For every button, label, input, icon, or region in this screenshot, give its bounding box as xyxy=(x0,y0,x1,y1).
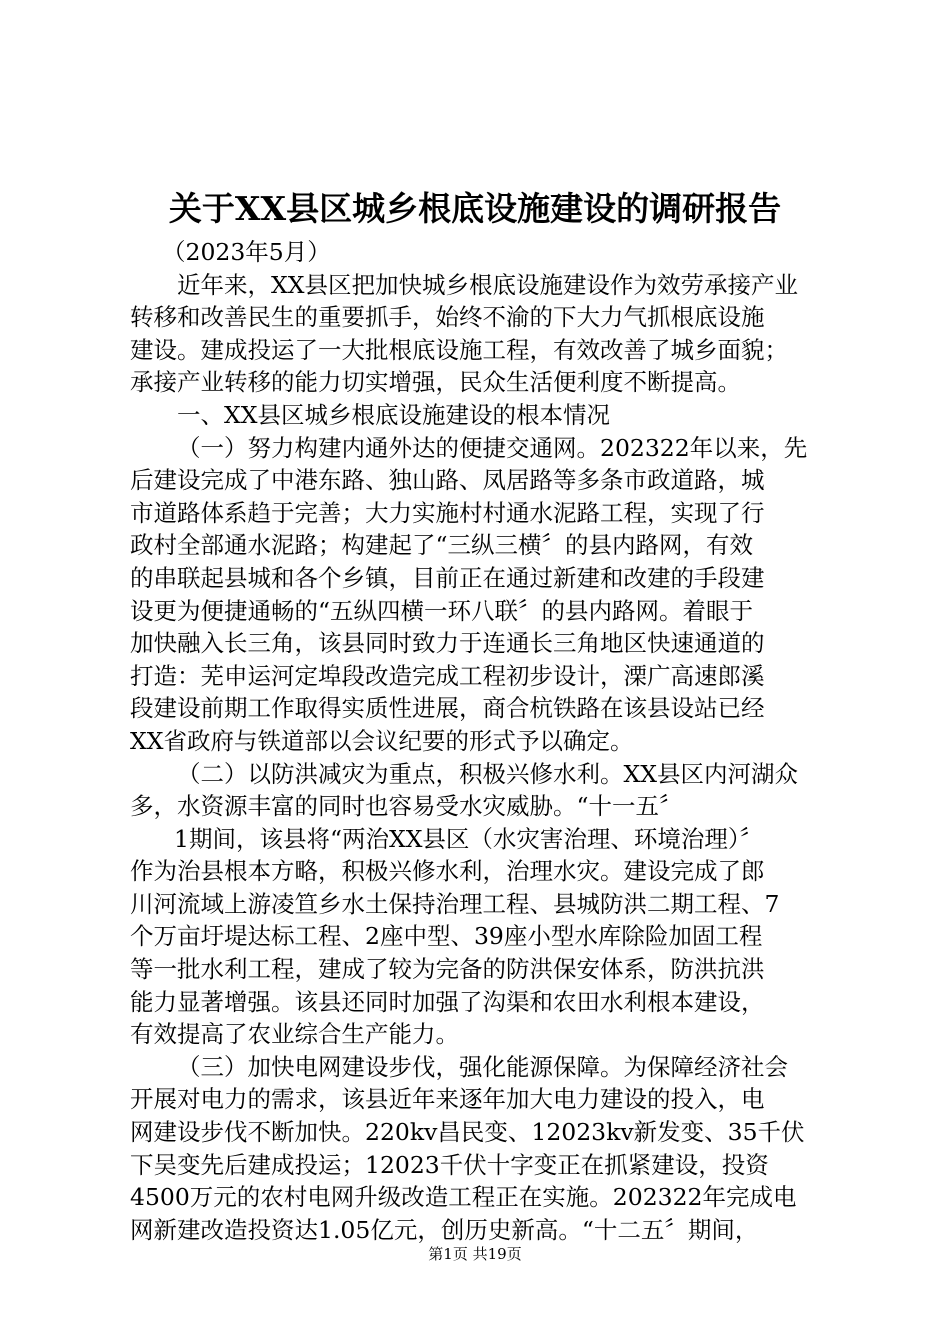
document-body xyxy=(130,236,830,1246)
paragraph-line: 近年来，XX县区把加快城乡根底设施建设作为效劳承接产业 xyxy=(177,270,798,299)
paragraph-line: 后建设完成了中港东路、独山路、凤居路等多条市政道路，城 xyxy=(130,466,765,495)
document-title: 关于XX县区城乡根底设施建设的调研报告 xyxy=(168,189,782,228)
paragraph-line: 川河流域上游凌笪乡水土保持治理工程、县城防洪二期工程、7 xyxy=(130,889,780,918)
paragraph-line: （二）以防洪减灾为重点，积极兴修水利。XX县区内河湖众 xyxy=(177,759,798,788)
paragraph-line: 网建设步伐不断加快。220kv昌民变、12023kv新发变、35千伏 xyxy=(130,1118,805,1147)
paragraph-line: 政村全部通水泥路；构建起了“三纵三横〞的县内路网，有效 xyxy=(130,531,754,560)
paragraph-line: 加快融入长三角，该县同时致力于连通长三角地区快速通道的 xyxy=(130,629,765,658)
paragraph-line: 下吴变先后建成投运；12023千伏十字变正在抓紧建设，投资 xyxy=(130,1150,769,1179)
paragraph-line: 市道路体系趋于完善；大力实施村村通水泥路工程，实现了行 xyxy=(130,498,765,527)
paragraph-line: （三）加快电网建设步伐，强化能源保障。为保障经济社会 xyxy=(177,1052,788,1081)
paragraph-line: 网新建改造投资达1.05亿元，创历史新高。“十二五〞期间， xyxy=(130,1215,759,1244)
paragraph-line: XX省政府与铁道部以会议纪要的形式予以确定。 xyxy=(130,726,634,755)
paragraph-line: 承接产业转移的能力切实增强，民众生活便利度不断提高。 xyxy=(130,368,741,397)
paragraph-line: 设更为便捷通畅的“五纵四横一环八联〞的县内路网。着眼于 xyxy=(130,596,754,625)
paragraph-line: 转移和改善民生的重要抓手，始终不渝的下大力气抓根底设施 xyxy=(130,303,765,332)
paragraph-line: 开展对电力的需求，该县近年来逐年加大电力建设的投入，电 xyxy=(130,1085,765,1114)
paragraph-line: （一）努力构建内通外达的便捷交通网。202322年以来，先 xyxy=(177,433,808,462)
paragraph-line: 个万亩圩堤达标工程、2座中型、39座小型水库除险加固工程 xyxy=(130,922,763,951)
paragraph-line: 等一批水利工程，建成了较为完备的防洪保安体系，防洪抗洪 xyxy=(130,955,765,984)
section-heading: 一、XX县区城乡根底设施建设的根本情况 xyxy=(177,400,610,429)
paragraph-line: 有效提高了农业综合生产能力。 xyxy=(130,1020,459,1049)
paragraph-line: 作为治县根本方略，积极兴修水利，治理水灾。建设完成了郎 xyxy=(130,857,765,886)
paragraph-line: 建设。建成投运了一大批根底设施工程，有效改善了城乡面貌； xyxy=(130,335,788,364)
date-line: （2023年5月） xyxy=(162,238,331,266)
paragraph-line: 打造：芜申运河定埠段改造完成工程初步设计，溧广高速郎溪 xyxy=(130,661,765,690)
paragraph-line: 的串联起县城和各个乡镇，目前正在通过新建和改建的手段建 xyxy=(130,563,765,592)
paragraph-line: 1期间，该县将“两治XX县区（水灾害治理、环境治理）〞 xyxy=(174,824,764,853)
paragraph-line: 能力显著增强。该县还同时加强了沟渠和农田水利根本建设， xyxy=(130,987,765,1016)
page-number-footer: 第1页 共19页 xyxy=(428,1245,522,1263)
paragraph-line: 段建设前期工作取得实质性进展，商合杭铁路在该县设站已经 xyxy=(130,694,765,723)
paragraph-line: 4500万元的农村电网升级改造工程正在实施。202322年完成电 xyxy=(130,1183,797,1212)
paragraph-line: 多，水资源丰富的同时也容易受水灾威胁。“十一五〞 xyxy=(130,792,683,821)
